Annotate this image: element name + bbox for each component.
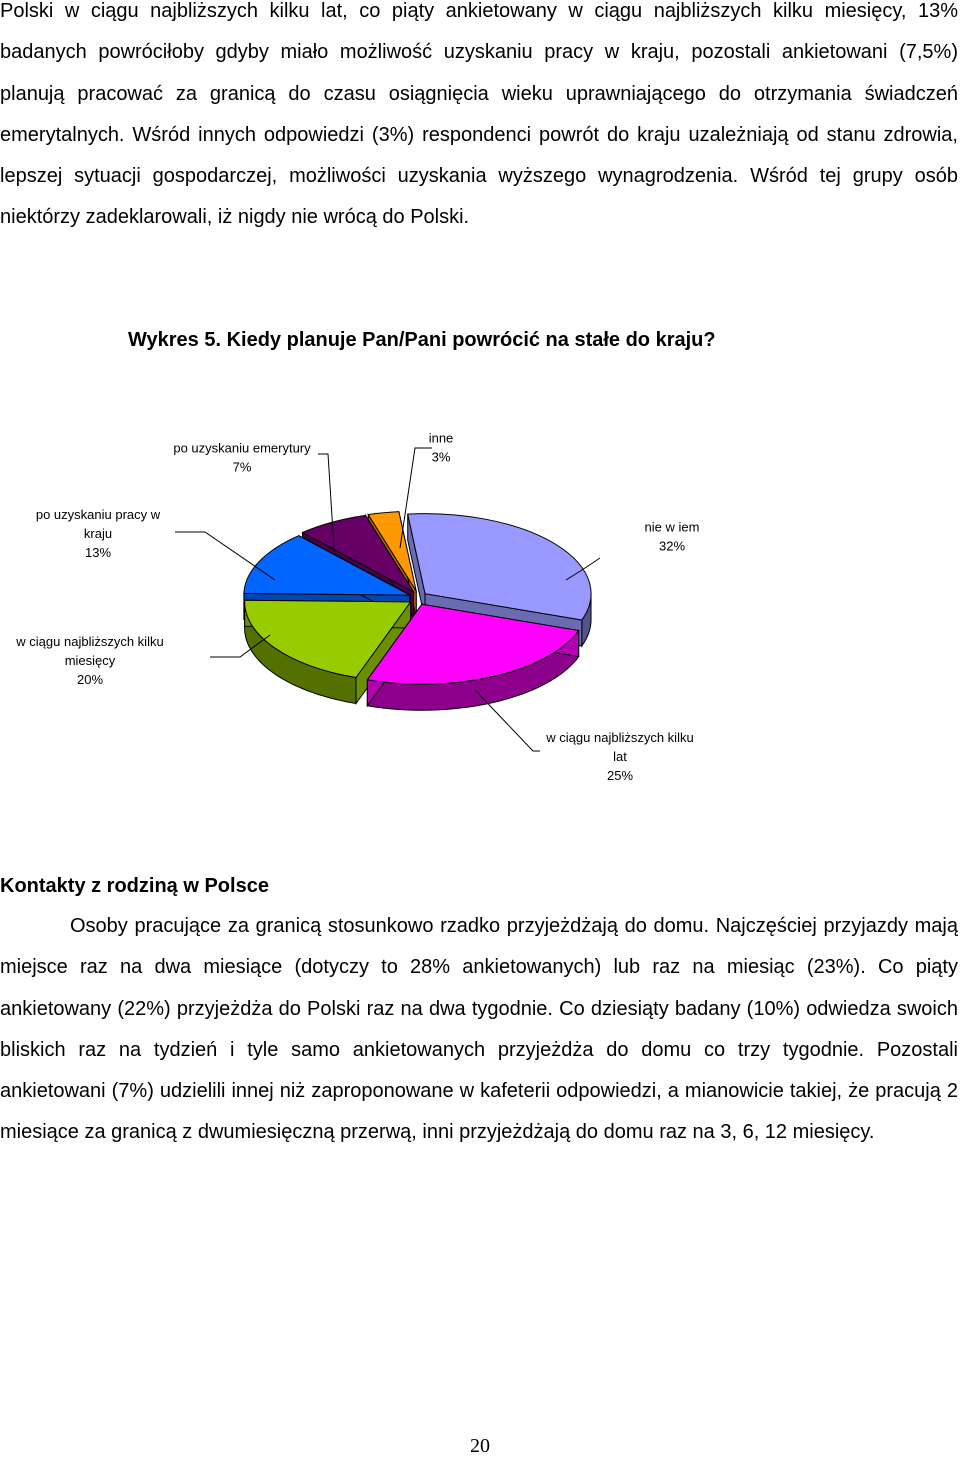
pie-chart-svg (0, 420, 960, 820)
page-number: 20 (470, 1435, 490, 1457)
slice-value-label-2: 20% (76, 672, 104, 687)
slice-label-2-0: w ciągu najbliższych kilku (16, 634, 164, 649)
contacts-paragraph: Osoby pracujące za granicą stosunkowo rzadko przyjeżdżają do domu. Najczęściej przyjazdy mają miejsce raz na dwa miesiące (dotyczy to 28% ankietowanych) lub raz na miesiąc (23%). Co piąty ankietowany (22%) przyjeżdża do Polski raz na dwa tygodnie. Co dziesiąty badany (10%) odwiedza swoich bliskich raz na tydzień i tyle samo ankietowanych przyjeżdża do domu co trzy tygodnie. Pozostali ankietowani (7%) udzielili innej niż zaproponowane w kafeterii odpowiedzi, a mianowicie takiej, że pracują 2 miesiące za granicą z dwumiesięczną przerwą, inni przyjeżdżają do domu raz na 3, 6, 12 miesięcy. (0, 915, 958, 1144)
slice-label-1-1: lat (613, 749, 627, 764)
slice-label-3-0: po uzyskaniu pracy w (35, 507, 161, 522)
slice-value-label-5: 3% (431, 449, 451, 465)
slice-label-3-1: kraju (83, 526, 113, 541)
intro-paragraph: Polski w ciągu najbliższych kilku lat, co piąty ankietowany w ciągu najbliższych kilku miesięcy, 13% badanych powróciłoby gdyby miało możliwość uzyskaniu pracy w kraju, pozostali ankietowani (7,5%) planują pracować za granicą do czasu osiągnięcia wieku uprawniającego do otrzymania świadczeń emerytalnych. Wśród innych odpowiedzi (3%) respondenci powrót do kraju uzależniają od stanu zdrowia, lepszej sytuacji gospodarczej, możliwości uzyskania wyższego wynagrodzenia. Wśród tej grupy osób niektórzy zadeklarowali, iż nigdy nie wrócą do Polski. (0, 0, 958, 229)
slice-value-label-3: 13% (84, 545, 112, 560)
slice-value-label-4: 7% (232, 459, 252, 475)
slice-label-1-0: w ciągu najbliższych kilku (546, 730, 694, 745)
slice-value-label-1: 25% (606, 768, 634, 783)
chart-title: Wykres 5. Kiedy planuje Pan/Pani powrócić na stałe do kraju? (128, 329, 716, 351)
section-heading: Kontakty z rodziną w Polsce (0, 875, 269, 897)
slice-label-2-1: miesięcy (64, 653, 116, 668)
slice-value-label-0: 32% (658, 538, 686, 554)
slice-label-5-0: inne (428, 430, 454, 446)
pie-chart (0, 420, 960, 820)
slice-label-4-0: po uzyskaniu emerytury (173, 440, 311, 456)
slice-label-0-0: nie w iem (644, 519, 700, 535)
